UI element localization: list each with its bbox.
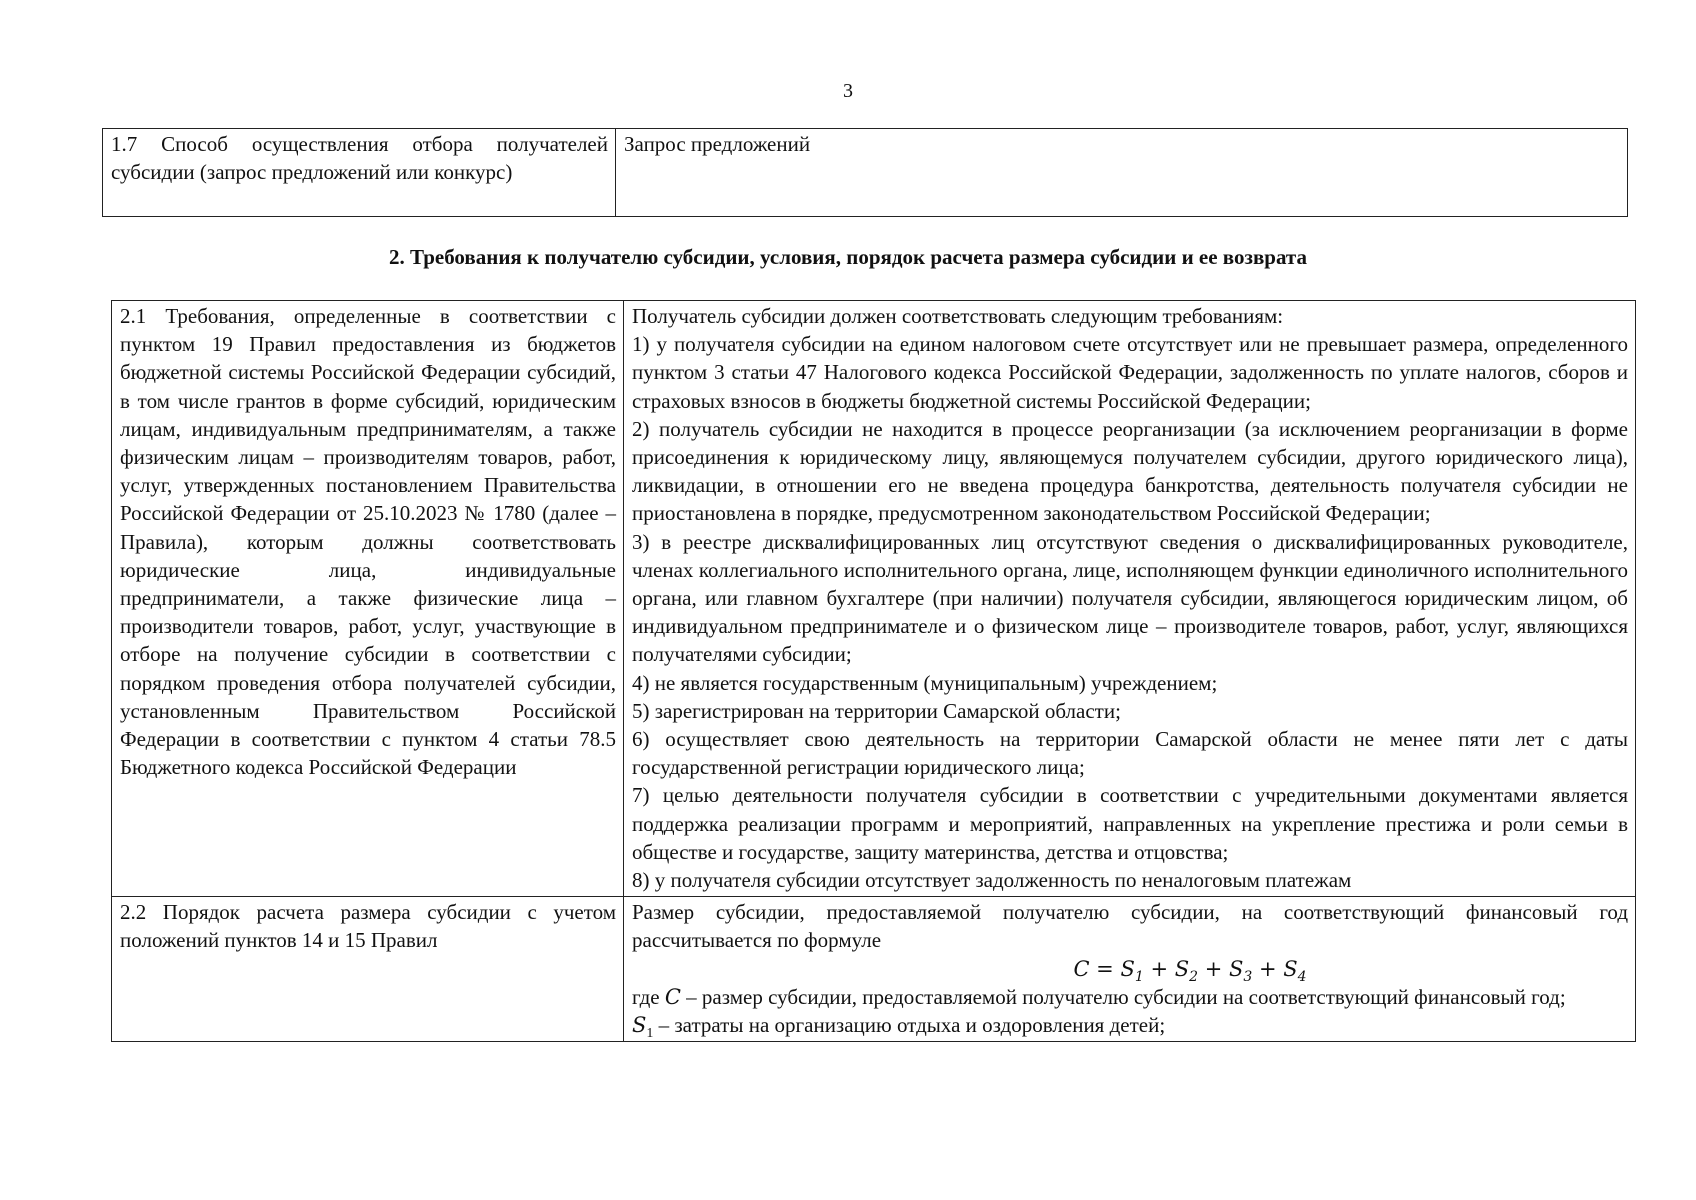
symbol-s: S <box>632 1012 647 1037</box>
row-2-2-content <box>624 897 1636 1042</box>
requirements-intro: Получатель субсидии должен соответствовать следующим требованиям: <box>632 304 1284 328</box>
row-1-7-label: 1.7 Способ осуществления отбора получателей субсидии (запрос предложений или конкурс) <box>103 129 616 217</box>
formula-legend-s1 <box>632 1011 1628 1042</box>
table-row <box>112 897 1636 1042</box>
row-2-1-label: 2.1 Требования, определенные в соответствии с пунктом 19 Правил предоставления из бюджетов бюджетной системы Российской Федерации субсидий, в том числе грантов в форме субсидий, юридическим лицам, индивидуальным предпринимателям, а также физическим лицам – производителям товаров, работ, услуг, утвержденных постановлением Правительства Российской Федерации от 25.10.2023 № 1780 (далее – Правила), которым должны соответствовать юридические лица, индивидуальные предприниматели, а также физические лица – производители товаров, работ, услуг, участвующие в отборе на получение субсидии в соответствии с порядком проведения отбора получателей субсидии, установленным Правительством Российской Федерации в соответствии с пунктом 4 статьи 78.5 Бюджетного кодекса Российской Федерации <box>112 301 624 897</box>
formula-legend-c <box>632 983 1628 1011</box>
requirement-item-2: 2) получатель субсидии не находится в процессе реорганизации (за исключением реорганизации в форме присоединения к юридическому лицу, являющемуся получателем субсидии, другого юридического лица), ликвидации, в отношении его не введена процедура банкротства, деятельность получателя субсидии не приостановлена в порядке, предусмотренном законодательством Российской Федерации; <box>632 416 1628 526</box>
legend-c-text: – размер субсидии, предоставляемой получателю субсидии на соответствующий финансовый год; <box>686 984 1566 1009</box>
where-prefix: где <box>632 984 660 1009</box>
requirement-item-6: 6) осуществляет свою деятельность на территории Самарской области не менее пяти лет с даты государственной регистрации юридического лица; <box>632 727 1628 780</box>
requirement-item-3: 3) в реестре дисквалифицированных лиц отсутствуют сведения о дисквалифицированных руководителе, членах коллегиального исполнительного органа, лице, исполняющем функции единоличного исполнительного органа, или главном бухгалтере (при наличии) получателя субсидии, являющегося юридическим лицом, об индивидуальном предпринимателе и о физическом лице – производителе товаров, работ, услуг, являющихся получателями субсидии; <box>632 529 1628 667</box>
requirement-item-1: 1) у получателя субсидии на едином налоговом счете отсутствует или не превышает размера, определенного пунктом 3 статьи 47 Налогового кодекса Российской Федерации, задолженность по уплате налогов, сборов и страховых взносов в бюджеты бюджетной системы Российской Федерации; <box>632 332 1628 413</box>
row-2-1-content <box>624 301 1636 897</box>
table-section-1-end <box>102 128 1628 217</box>
subsidy-formula <box>632 955 1628 983</box>
legend-s1-text: – затраты на организацию отдыха и оздоровления детей; <box>658 1012 1166 1037</box>
table-row <box>103 129 1628 217</box>
requirement-item-7: 7) целью деятельности получателя субсидии в соответствии с учредительными документами является поддержка реализации программ и мероприятий, направленных на укрепление престижа и роли семьи в обществе и государстве, защиту материнства, детства и отцовства; <box>632 783 1628 864</box>
section-2-heading: 2. Требования к получателю субсидии, условия, порядок расчета размера субсидии и ее возврата <box>388 245 1307 269</box>
table-row <box>112 301 1636 897</box>
requirement-item-8: 8) у получателя субсидии отсутствует задолженность по неналоговым платежам <box>632 868 1352 893</box>
row-1-7-value: Запрос предложений <box>616 129 1628 217</box>
requirement-item-5: 5) зарегистрирован на территории Самарской области; <box>632 698 1121 723</box>
requirement-item-4: 4) не является государственным (муниципальным) учреждением; <box>632 670 1218 695</box>
formula-text: $C = S_1 + S_2 + S_3 + S_4$ <box>1073 956 1307 985</box>
symbol-s-subscript: 1 <box>646 1026 654 1042</box>
calculation-intro: Размер субсидии, предоставляемой получателю субсидии, на соответствующий финансовый год рассчитывается по формуле <box>632 900 1628 953</box>
symbol-c: C <box>664 984 681 1009</box>
table-section-2 <box>111 300 1636 1042</box>
page-number: 3 <box>843 80 853 102</box>
row-2-2-label: 2.2 Порядок расчета размера субсидии с учетом положений пунктов 14 и 15 Правил <box>112 897 624 1042</box>
